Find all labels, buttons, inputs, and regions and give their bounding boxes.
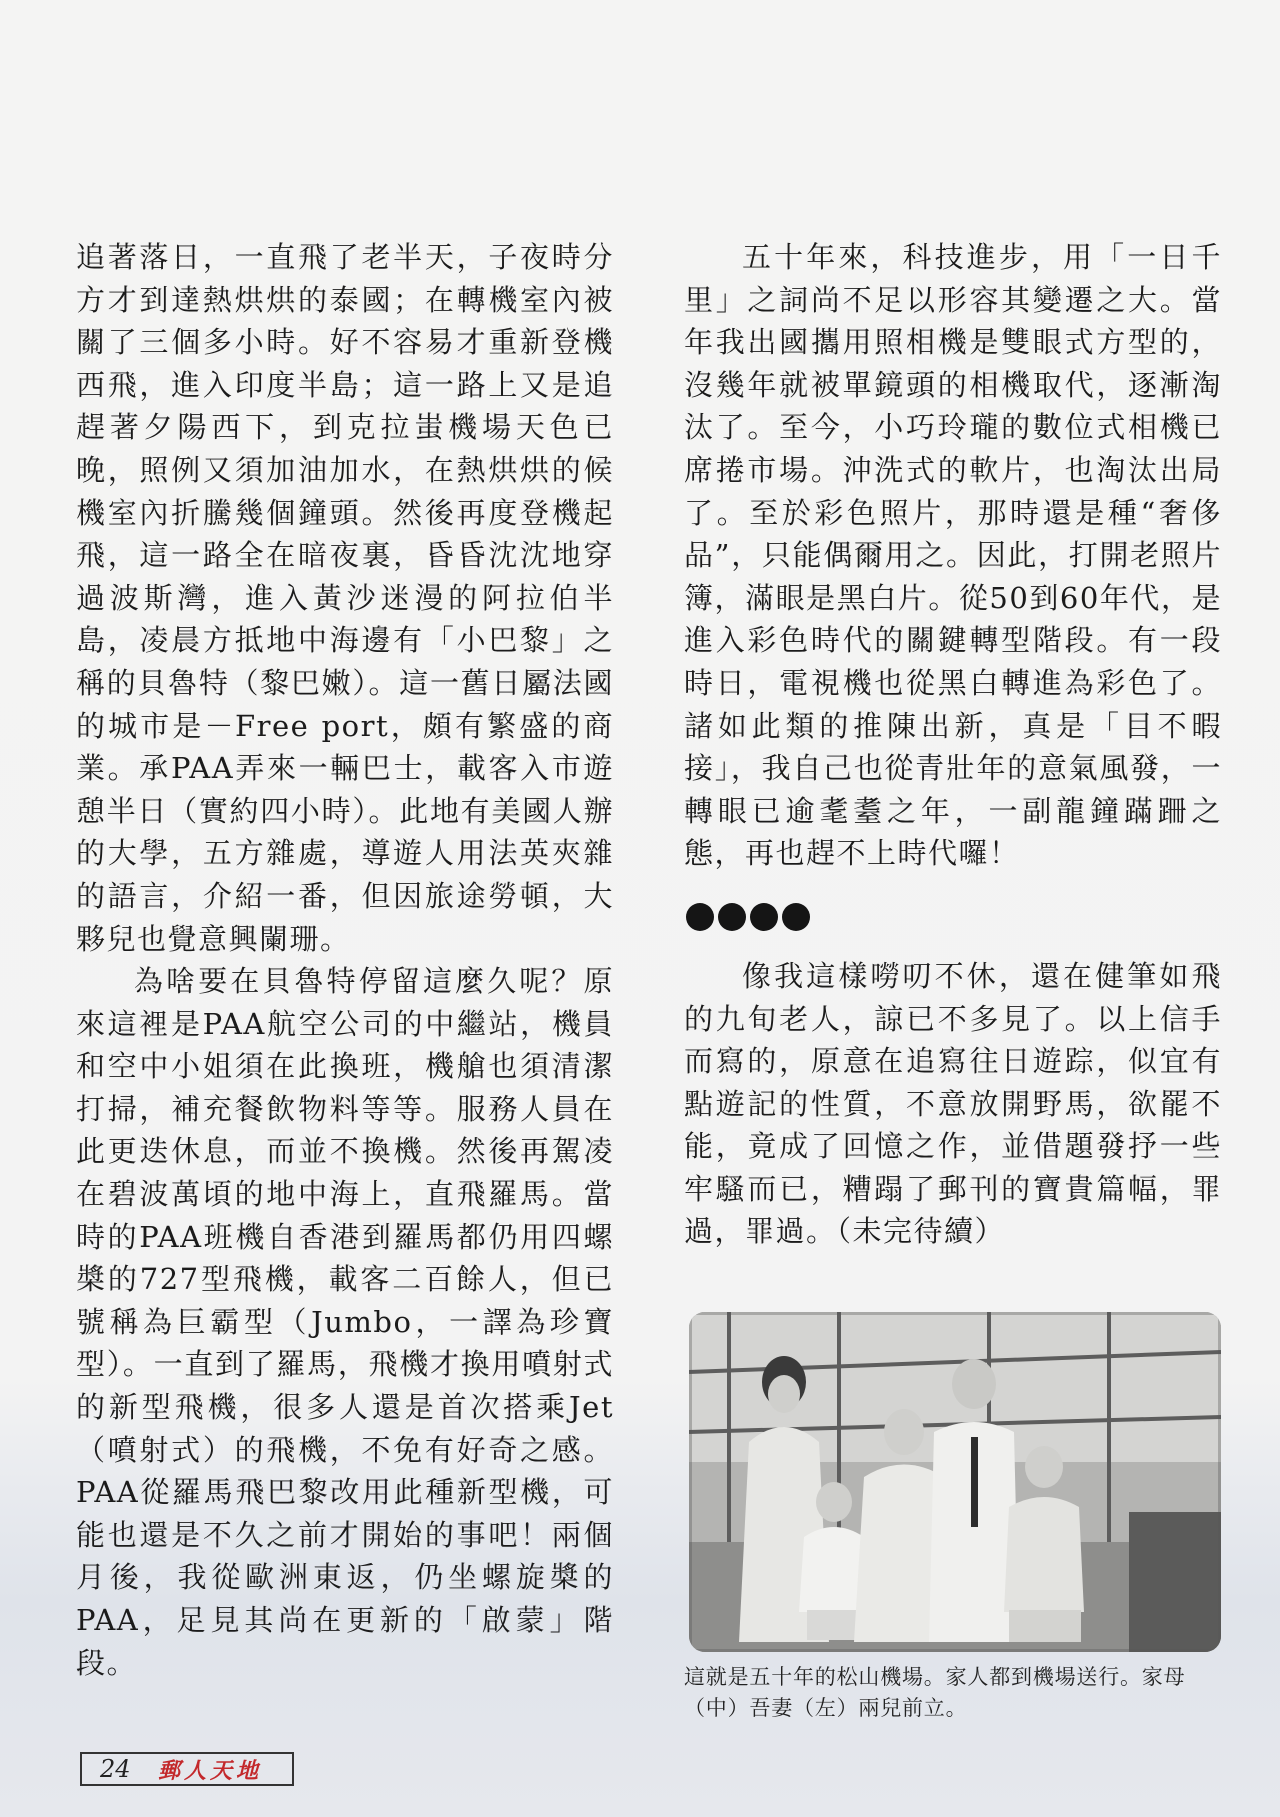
page-number: 24 xyxy=(100,1755,131,1783)
article-paragraph-1: 追著落日，一直飛了老半天，子夜時分方才到達熱烘烘的泰國；在轉機室內被關了三個多小時。好不容易才重新登機西飛，進入印度半島；這一路上又是追趕著夕陽西下，到克拉蚩機場天色已晚，照例又須加油加水，在熱烘烘的候機室內折騰幾個鐘頭。然後再度登機起飛，這一路全在暗夜裏，昏昏沈沈地穿過波斯灣，進入黃沙迷漫的阿拉伯半島，凌晨方抵地中海邊有「小巴黎」之稱的貝魯特（黎巴嫩）。這一舊日屬法國的城市是－Free port，頗有繁盛的商業。承PAA弄來一輛巴士，載客入市遊憩半日（實約四小時）。此地有美國人辦的大學，五方雜處，導遊人用法英夾雜的語言，介紹一番，但因旅途勞頓，大夥兒也覺意興闌珊。 xyxy=(76,240,614,956)
photo-caption: 這就是五十年的松山機場。家人都到機場送行。家母（中）吾妻（左）兩兒前立。 xyxy=(684,1665,1186,1720)
separator-dot-icon xyxy=(750,903,778,931)
right-column xyxy=(684,236,1222,1253)
separator-dot-icon xyxy=(782,903,810,931)
left-column xyxy=(76,236,614,1684)
section-separator xyxy=(686,903,1222,933)
page-footer xyxy=(80,1752,294,1786)
separator-dot-icon xyxy=(718,903,746,931)
separator-dot-icon xyxy=(686,903,714,931)
article-paragraph-3: 五十年來，科技進步，用「一日千里」之詞尚不足以形容其變遷之大。當年我出國攜用照相機是雙眼式方型的，沒幾年就被單鏡頭的相機取代，逐漸淘汰了。至今，小巧玲瓏的數位式相機已席捲市場。沖洗式的軟片，也淘汰出局了。至於彩色照片，那時還是種“奢侈品”，只能偶爾用之。因此，打開老照片簿，滿眼是黑白片。從50到60年代，是進入彩色時代的關鍵轉型階段。有一段時日，電視機也從黑白轉進為彩色了。諸如此類的推陳出新，真是「目不暇接」，我自己也從青壯年的意氣風發，一轉眼已逾耄耋之年，一副龍鐘蹣跚之態，再也趕不上時代囉！ xyxy=(684,240,1222,871)
family-photo-illustration xyxy=(689,1312,1221,1652)
family-photo xyxy=(689,1312,1221,1652)
article-paragraph-4: 像我這樣嘮叨不休，還在健筆如飛的九旬老人，諒已不多見了。以上信手而寫的，原意在追寫往日遊踪，似宜有點遊記的性質，不意放開野馬，欲罷不能，竟成了回憶之作，並借題發抒一些牢騷而已，糟蹋了郵刊的寶貴篇幅，罪過，罪過。（未完待續） xyxy=(684,958,1222,1249)
journal-name: 郵人天地 xyxy=(158,1757,263,1784)
article-paragraph-2: 為啥要在貝魯特停留這麼久呢？原來這裡是PAA航空公司的中繼站，機員和空中小姐須在此換班，機艙也須清潔打掃，補充餐飲物料等等。服務人員在此更迭休息，而並不換機。然後再駕凌在碧波萬頃的地中海上，直飛羅馬。當時的PAA班機自香港到羅馬都仍用四螺槳的727型飛機，載客二百餘人，但已號稱為巨霸型（Jumbo，一譯為珍寶型）。一直到了羅馬，飛機才換用噴射式的新型飛機，很多人還是首次搭乘Jet（噴射式）的飛機，不免有好奇之感。PAA從羅馬飛巴黎改用此種新型機，可能也還是不久之前才開始的事吧！兩個月後，我從歐洲東返，仍坐螺旋槳的PAA，足見其尚在更新的「啟蒙」階段。 xyxy=(76,964,614,1680)
